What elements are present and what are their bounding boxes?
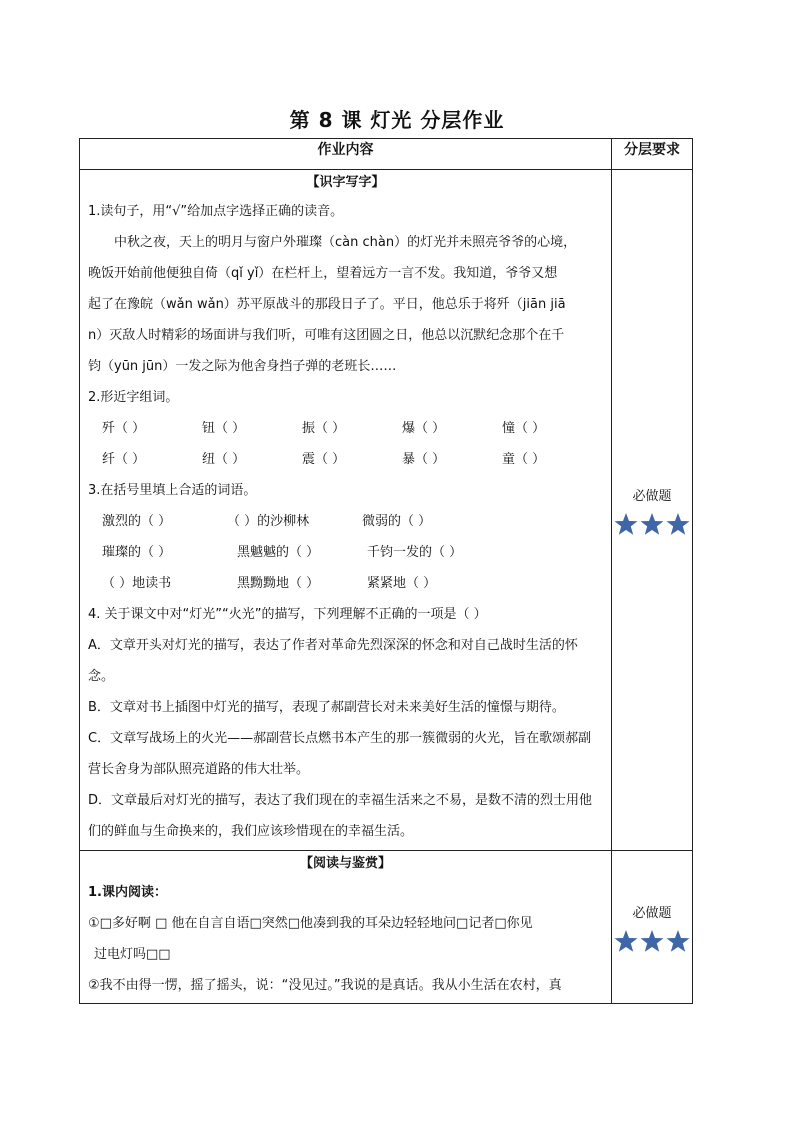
section2-heading: 【阅读与鉴赏】 <box>299 856 391 871</box>
reading-para-1: ①□多好啊 □ 他在自言自语□突然□他凑到我的耳朵边轻轻地问□记者□你见 <box>88 916 533 931</box>
header-requirement: 分层要求 <box>612 139 693 170</box>
q2-item: 震（ ） <box>302 452 346 467</box>
section1-requirement <box>612 170 693 851</box>
q1-line-3: 起了在豫皖（wǎn wǎn）苏平原战斗的那段日子了。平日，他总乐于将歼（jiān jiā <box>88 297 566 312</box>
q4-option-d: D．文章最后对灯光的描写，表达了我们现在的幸福生活来之不易，是数不清的烈士用他们的鲜血与生命换来的，我们应该珍惜现在的幸福生活。 <box>88 793 593 839</box>
q3-prompt: 3.在括号里填上合适的词语。 <box>88 483 257 498</box>
q2-row-2 <box>88 444 603 475</box>
q4-option-b: B．文章对书上插图中灯光的描写，表现了郝副营长对未来美好生活的憧憬与期待。 <box>88 700 565 715</box>
requirement-label: 必做题 <box>632 488 672 504</box>
q3-item: 千钧一发的（ ） <box>367 545 463 560</box>
star-icon <box>640 929 664 953</box>
star-icon <box>666 929 690 953</box>
page-title: 第 8 课 灯光 分层作业 <box>289 108 505 132</box>
q2-item: 爆（ ） <box>402 421 446 436</box>
q2-item: 憧（ ） <box>502 421 546 436</box>
q3-item: 微弱的（ ） <box>362 514 432 529</box>
q2-item: 钮（ ） <box>202 421 246 436</box>
q4-option-a: A．文章开头对灯光的描写，表达了作者对革命先烈深深的怀念和对自己战时生活的怀念。 <box>88 638 578 684</box>
q2-item: 歼（ ） <box>102 421 146 436</box>
q2-item: 纽（ ） <box>202 452 246 467</box>
star-icon <box>614 512 638 536</box>
section1-heading: 【识字写字】 <box>306 175 385 190</box>
q2-prompt: 2.形近字组词。 <box>88 390 179 405</box>
q3-item: 黑魆魆的（ ） <box>237 545 320 560</box>
q2-item: 童（ ） <box>502 452 546 467</box>
difficulty-stars <box>612 512 692 536</box>
q1-line-5: 钧（yūn jūn）一发之际为他舍身挡子弹的老班长…… <box>88 359 397 374</box>
q3-row-3 <box>88 568 603 599</box>
homework-table <box>79 138 693 1004</box>
q3-item: 黑黝黝地（ ） <box>237 576 320 591</box>
q4-option-c: C．文章写战场上的火光——郝副营长点燃书本产生的那一簇微弱的火光，旨在歌颂郝副营长舍身为部队照亮道路的伟大壮举。 <box>88 731 592 777</box>
q4-prompt: 4. 关于课文中对“灯光”“火光”的描写，下列理解不正确的一项是（ ） <box>88 607 487 622</box>
reading-para-1b: 过电灯吗□□ <box>94 947 171 962</box>
difficulty-stars <box>612 929 692 953</box>
q3-item: 紧紧地（ ） <box>367 576 437 591</box>
section1-content <box>80 170 612 851</box>
q3-row-1 <box>88 506 603 537</box>
q3-item: 激烈的（ ） <box>102 514 172 529</box>
requirement-label: 必做题 <box>632 905 672 921</box>
q2-item: 纤（ ） <box>102 452 146 467</box>
reading-para-2: ②我不由得一愣，摇了摇头，说：“没见过。”我说的是真话。我从小生活在农村，真 <box>88 978 562 993</box>
q2-item: 暴（ ） <box>402 452 446 467</box>
star-icon <box>666 512 690 536</box>
section2-content <box>80 851 612 1004</box>
q3-item: （ ）地读书 <box>102 576 172 591</box>
reading-prompt: 1.课内阅读： <box>88 885 167 900</box>
q2-row-1 <box>88 413 603 444</box>
q3-row-2 <box>88 537 603 568</box>
q3-item: 璀璨的（ ） <box>102 545 172 560</box>
q2-item: 振（ ） <box>302 421 346 436</box>
q3-item: （ ）的沙柳林 <box>227 514 310 529</box>
q1-line-2: 晚饭开始前他便独自倚（qǐ yǐ）在栏杆上，望着远方一言不发。我知道，爷爷又想 <box>88 266 558 281</box>
q1-prompt: 1.读句子，用“√”给加点字选择正确的读音。 <box>88 204 344 219</box>
q1-line-1: 中秋之夜，天上的明月与窗户外璀璨（càn chàn）的灯光并未照亮爷爷的心境， <box>114 235 577 250</box>
q1-line-4: n）灭敌人时精彩的场面讲与我们听，可唯有这团圆之日，他总以沉默纪念那个在千 <box>88 328 565 343</box>
star-icon <box>614 929 638 953</box>
header-content: 作业内容 <box>80 139 612 170</box>
star-icon <box>640 512 664 536</box>
section2-requirement <box>612 851 693 1004</box>
